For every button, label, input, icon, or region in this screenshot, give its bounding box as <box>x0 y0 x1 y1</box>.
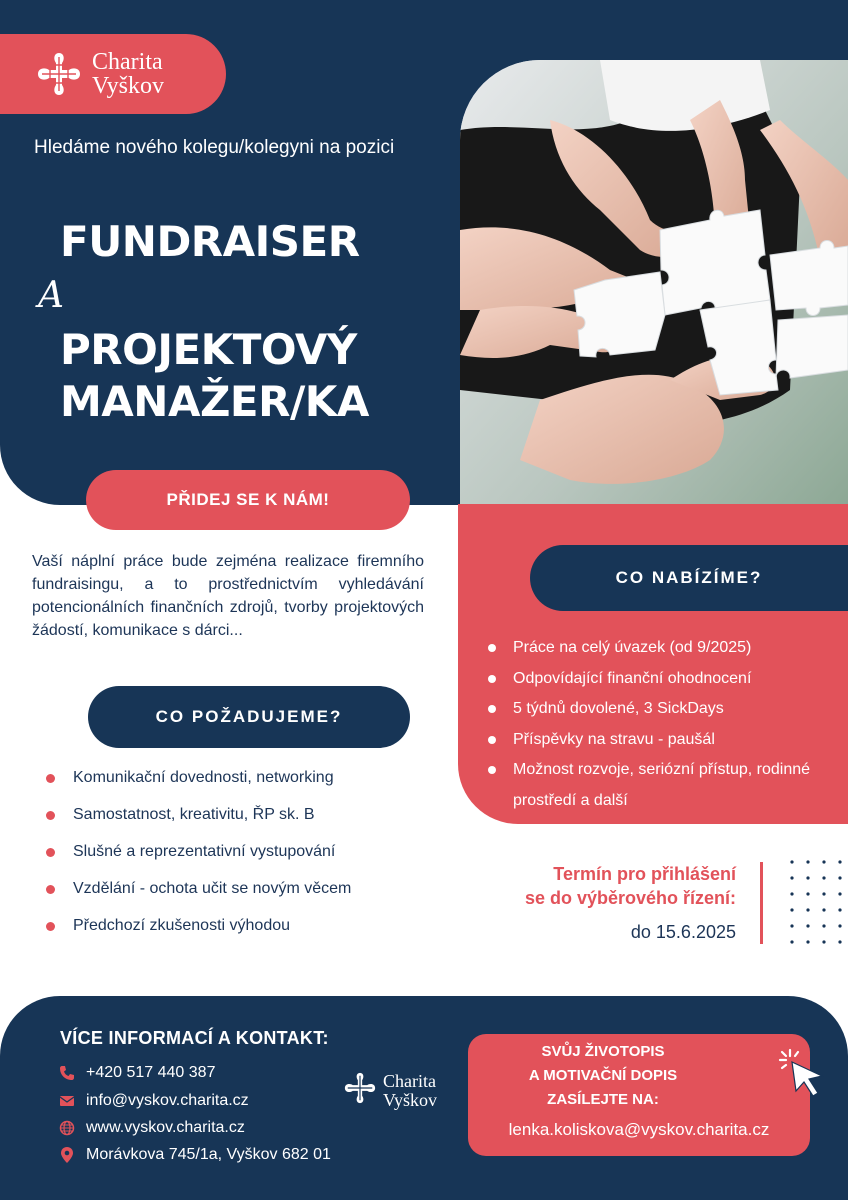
contact-address: Morávkova 745/1a, Vyškov 682 01 <box>86 1146 331 1163</box>
deadline-divider <box>760 862 763 944</box>
offer-item: Odpovídající finanční ohodnocení <box>488 664 838 695</box>
cv-line-2: A MOTIVAČNÍ DOPIS <box>528 1067 678 1084</box>
offer-item: Možnost rozvoje, seriózní přístup, rodinné prostředí a další <box>488 755 838 816</box>
deadline-title <box>460 862 736 910</box>
contact-phone[interactable]: +420 517 440 387 <box>86 1064 216 1081</box>
requirement-item: Předchozí zkušenosti výhodou <box>46 914 446 951</box>
logo-badge <box>0 34 226 114</box>
dot-grid-decoration <box>786 858 846 944</box>
cv-line-3: ZASÍLEJTE NA: <box>547 1091 659 1108</box>
logo-text <box>92 50 164 98</box>
contact-email-row[interactable] <box>58 1092 249 1110</box>
join-us-banner: PŘIDEJ SE K NÁM! <box>86 470 410 530</box>
offer-item: Práce na celý úvazek (od 9/2025) <box>488 633 838 664</box>
charita-cross-icon <box>34 49 84 99</box>
contact-email[interactable]: info@vyskov.charita.cz <box>86 1092 249 1109</box>
deadline-title-line-2: se do výběrového řízení: <box>524 888 736 908</box>
offer-heading: CO NABÍZÍME? <box>530 545 848 611</box>
requirement-item: Slušné a reprezentativní vystupování <box>46 840 446 877</box>
footer-logo-line-1: Charita <box>383 1070 436 1091</box>
contact-address-row <box>58 1146 331 1164</box>
title-project-manager: PROJEKTOVÝ MANAŽER/KA <box>60 325 369 426</box>
logo-line-1: Charita <box>92 49 163 75</box>
deadline-date: do 15.6.2025 <box>630 922 736 942</box>
contact-web[interactable]: www.vyskov.charita.cz <box>86 1119 245 1136</box>
job-description: Vaší náplní práce bude zejména realizace firemního fundraisingu, a to prostřednictvím vyhledávání potencionálních finančních zdrojů, tvorby projektových žádostí, komunikace s dárci... <box>32 553 424 639</box>
cv-email-link[interactable]: lenka.koliskova@vyskov.charita.cz <box>508 1120 770 1139</box>
requirements-heading: CO POŽADUJEME? <box>88 686 410 748</box>
phone-icon <box>58 1064 76 1082</box>
requirement-item: Vzdělání - ochota učit se novým věcem <box>46 877 446 914</box>
requirement-item: Samostatnost, kreativitu, ŘP sk. B <box>46 803 446 840</box>
deadline-title-line-1: Termín pro přihlášení <box>553 864 736 884</box>
intro-text: Hledáme nového kolegu/kolegyni na pozici <box>34 137 395 158</box>
contact-phone-row[interactable] <box>58 1064 215 1082</box>
title-fundraiser: FUNDRAISER <box>60 217 360 266</box>
contact-heading: VÍCE INFORMACÍ A KONTAKT: <box>60 1028 329 1048</box>
charita-cross-icon <box>342 1070 378 1111</box>
location-pin-icon <box>58 1146 76 1164</box>
cv-line-1: SVŮJ ŽIVOTOPIS <box>541 1043 665 1060</box>
footer-logo-text <box>383 1072 437 1110</box>
requirements-list <box>46 766 446 951</box>
cv-instructions <box>468 1040 738 1112</box>
contact-web-row[interactable] <box>58 1119 245 1137</box>
offer-item: 5 týdnů dovolené, 3 SickDays <box>488 694 838 725</box>
footer-logo-line-2: Vyškov <box>383 1089 438 1110</box>
footer-logo <box>342 1070 437 1111</box>
offer-list <box>488 633 838 816</box>
envelope-icon <box>58 1092 76 1110</box>
requirement-item: Komunikační dovednosti, networking <box>46 766 446 803</box>
globe-icon <box>58 1119 76 1137</box>
title-connector: A <box>38 275 64 316</box>
cursor-click-icon <box>776 1046 832 1102</box>
logo-line-2: Vyškov <box>92 73 165 99</box>
puzzle-hands-photo <box>460 60 848 504</box>
offer-item: Příspěvky na stravu - paušál <box>488 725 838 756</box>
